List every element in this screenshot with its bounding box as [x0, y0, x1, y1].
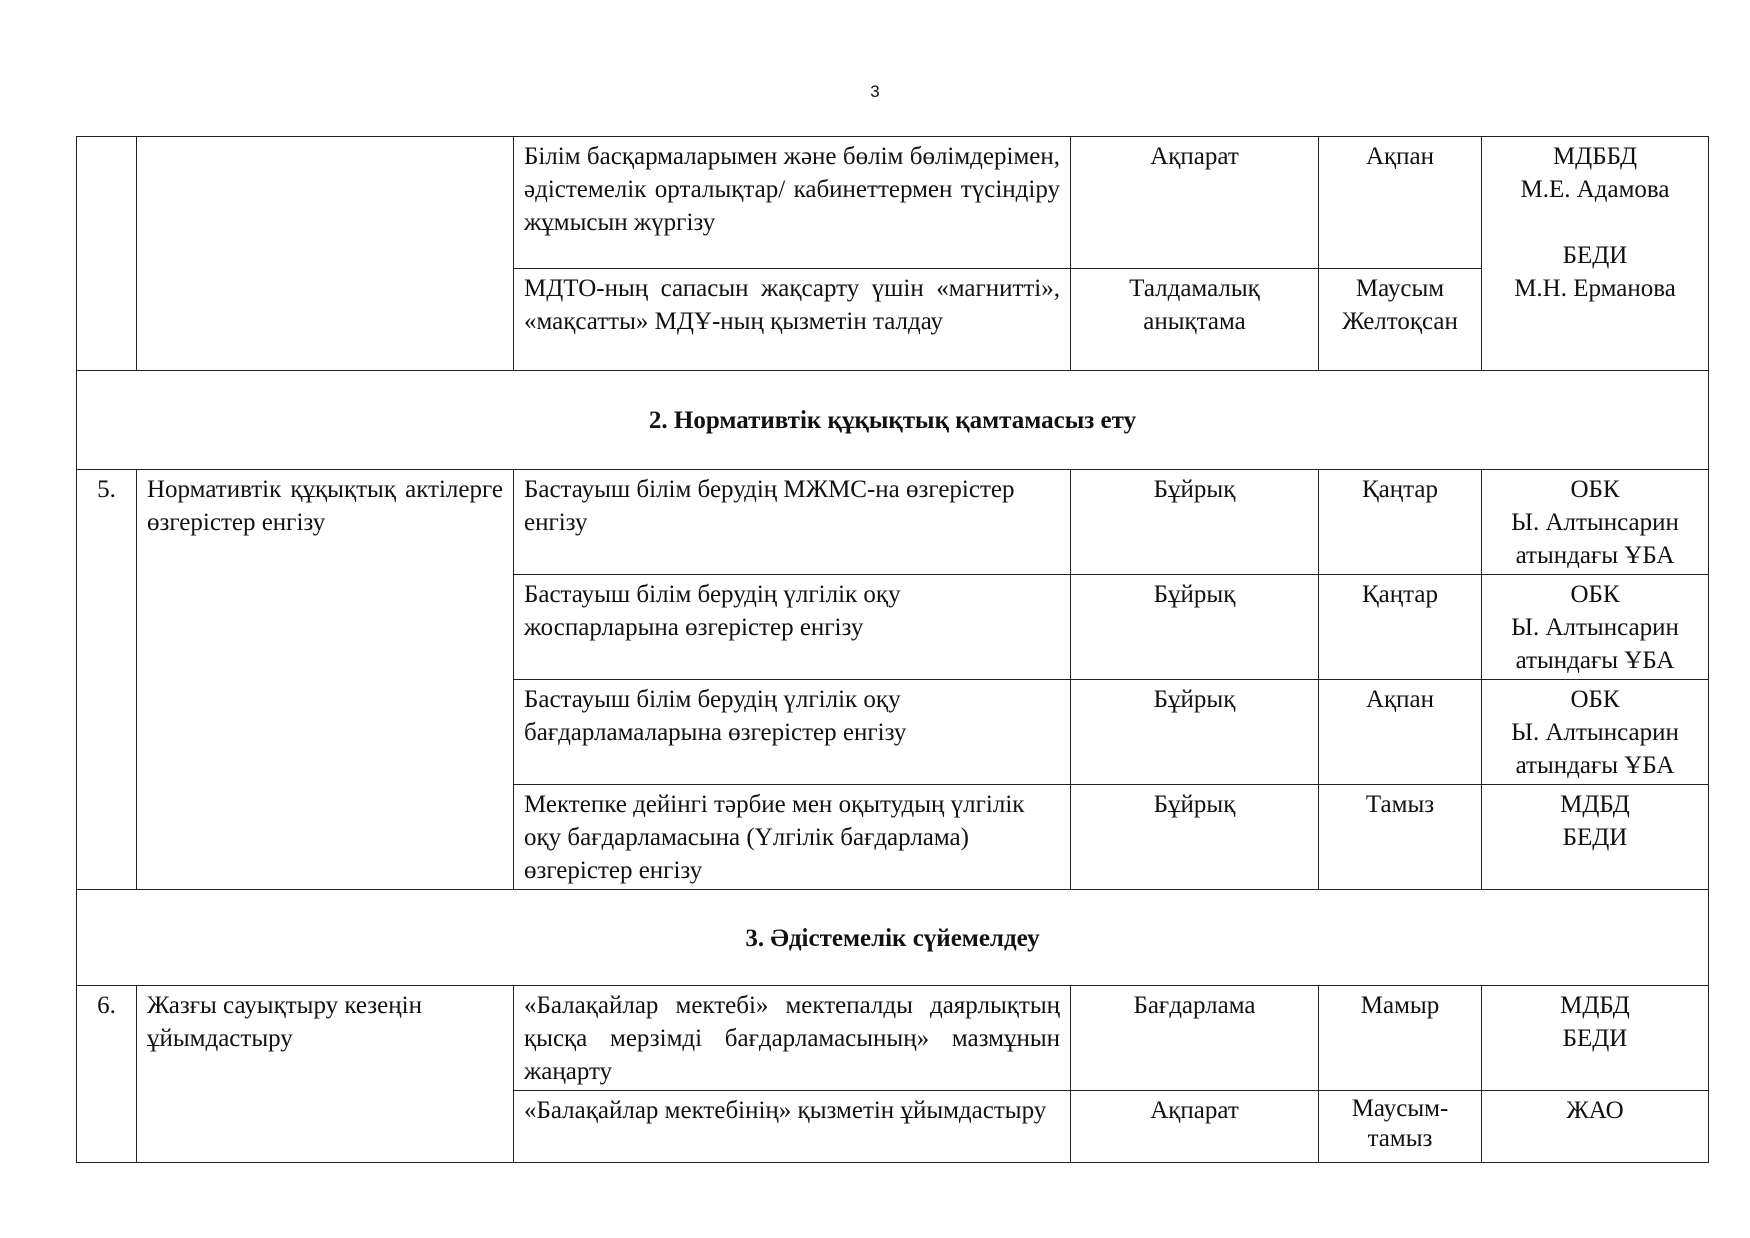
- deadline-cell: Қаңтар: [1319, 470, 1482, 575]
- responsible-line: Ы. Алтынсарин атындағы ҰБА: [1511, 614, 1679, 674]
- activity-cell: Бастауыш білім берудің үлгілік оқу жоспарларына өзгерістер енгізу: [514, 575, 1071, 680]
- responsible-line: МДББД: [1552, 143, 1638, 170]
- topic-cell: Жазғы сауықтыру кезеңін ұйымдастыру: [137, 986, 514, 1163]
- responsible-cell: [1482, 575, 1709, 680]
- form-cell: Талдамалық анықтама: [1071, 269, 1319, 371]
- deadline-cell: Ақпан: [1319, 680, 1482, 785]
- row-number-cell: 5.: [77, 470, 137, 890]
- activity-cell: Бастауыш білім берудің үлгілік оқу бағдарламаларына өзгерістер енгізу: [514, 680, 1071, 785]
- form-cell: Бұйрық: [1071, 470, 1319, 575]
- row-number-cell: 6.: [77, 986, 137, 1163]
- responsible-line: ОБК: [1570, 476, 1620, 503]
- activity-cell: Мектепке дейінгі тәрбие мен оқытудың үлгілік оқу бағдарламасына (Үлгілік бағдарлама) өзгерістер енгізу: [514, 785, 1071, 890]
- responsible-line: БЕДИ: [1562, 242, 1628, 269]
- deadline-cell: Маусым Желтоқсан: [1319, 269, 1482, 371]
- responsible-line: М.Н. Ерманова: [1514, 275, 1676, 302]
- table-row: [77, 470, 1709, 575]
- table-row: [77, 137, 1709, 269]
- responsible-line: МДБД: [1560, 992, 1630, 1019]
- form-cell: Бұйрық: [1071, 575, 1319, 680]
- responsible-cell: [1482, 986, 1709, 1091]
- responsible-line: БЕДИ: [1562, 824, 1628, 851]
- form-cell: Бұйрық: [1071, 680, 1319, 785]
- responsible-line: МДБД: [1560, 791, 1630, 818]
- table-row: [77, 986, 1709, 1091]
- section-row: [77, 890, 1709, 986]
- responsible-line: Ы. Алтынсарин атындағы ҰБА: [1511, 719, 1679, 779]
- responsible-line: М.Е. Адамова: [1520, 176, 1670, 203]
- responsible-cell: [1482, 680, 1709, 785]
- plan-table: [76, 136, 1709, 1163]
- activity-cell: «Балақайлар мектебі» мектепалды даярлықтың қысқа мерзімді бағдарламасының» мазмұнын жаңарту: [514, 986, 1071, 1091]
- responsible-line: ОБК: [1570, 581, 1620, 608]
- activity-cell: Бастауыш білім берудің МЖМС-на өзгерістер енгізу: [514, 470, 1071, 575]
- form-cell: Ақпарат: [1071, 1091, 1319, 1163]
- activity-cell: Білім басқармаларымен және бөлім бөлімдерімен, әдістемелік орталықтар/ кабинеттермен түсіндіру жұмысын жүргізу: [514, 137, 1071, 269]
- form-cell: Ақпарат: [1071, 137, 1319, 269]
- form-cell: Бағдарлама: [1071, 986, 1319, 1091]
- section-title: 2. Нормативтік құқықтық қамтамасыз ету: [77, 371, 1709, 470]
- topic-cell: Нормативтік құқықтық актілерге өзгерістер енгізу: [137, 470, 514, 890]
- activity-cell: МДТО-ның сапасын жақсарту үшін «магнитті», «мақсатты» МДҰ-ның қызметін талдау: [514, 269, 1071, 371]
- responsible-cell: ЖАО: [1482, 1091, 1709, 1163]
- responsible-line: БЕДИ: [1562, 1025, 1628, 1052]
- responsible-cell: [1482, 137, 1709, 371]
- page-number: 3: [870, 82, 880, 101]
- form-cell: Бұйрық: [1071, 785, 1319, 890]
- responsible-cell: [1482, 470, 1709, 575]
- responsible-line: Ы. Алтынсарин атындағы ҰБА: [1511, 509, 1679, 569]
- deadline-cell: Ақпан: [1319, 137, 1482, 269]
- topic-cell: [137, 137, 514, 371]
- responsible-line: ОБК: [1570, 686, 1620, 713]
- section-title: 3. Әдістемелік сүйемелдеу: [77, 890, 1709, 986]
- responsible-cell: [1482, 785, 1709, 890]
- section-row: [77, 371, 1709, 470]
- deadline-cell: Мамыр: [1319, 986, 1482, 1091]
- row-number-cell: [77, 137, 137, 371]
- activity-cell: «Балақайлар мектебінің» қызметін ұйымдастыру: [514, 1091, 1071, 1163]
- deadline-cell: Қаңтар: [1319, 575, 1482, 680]
- deadline-cell: Тамыз: [1319, 785, 1482, 890]
- deadline-cell: Маусым-тамыз: [1319, 1091, 1482, 1163]
